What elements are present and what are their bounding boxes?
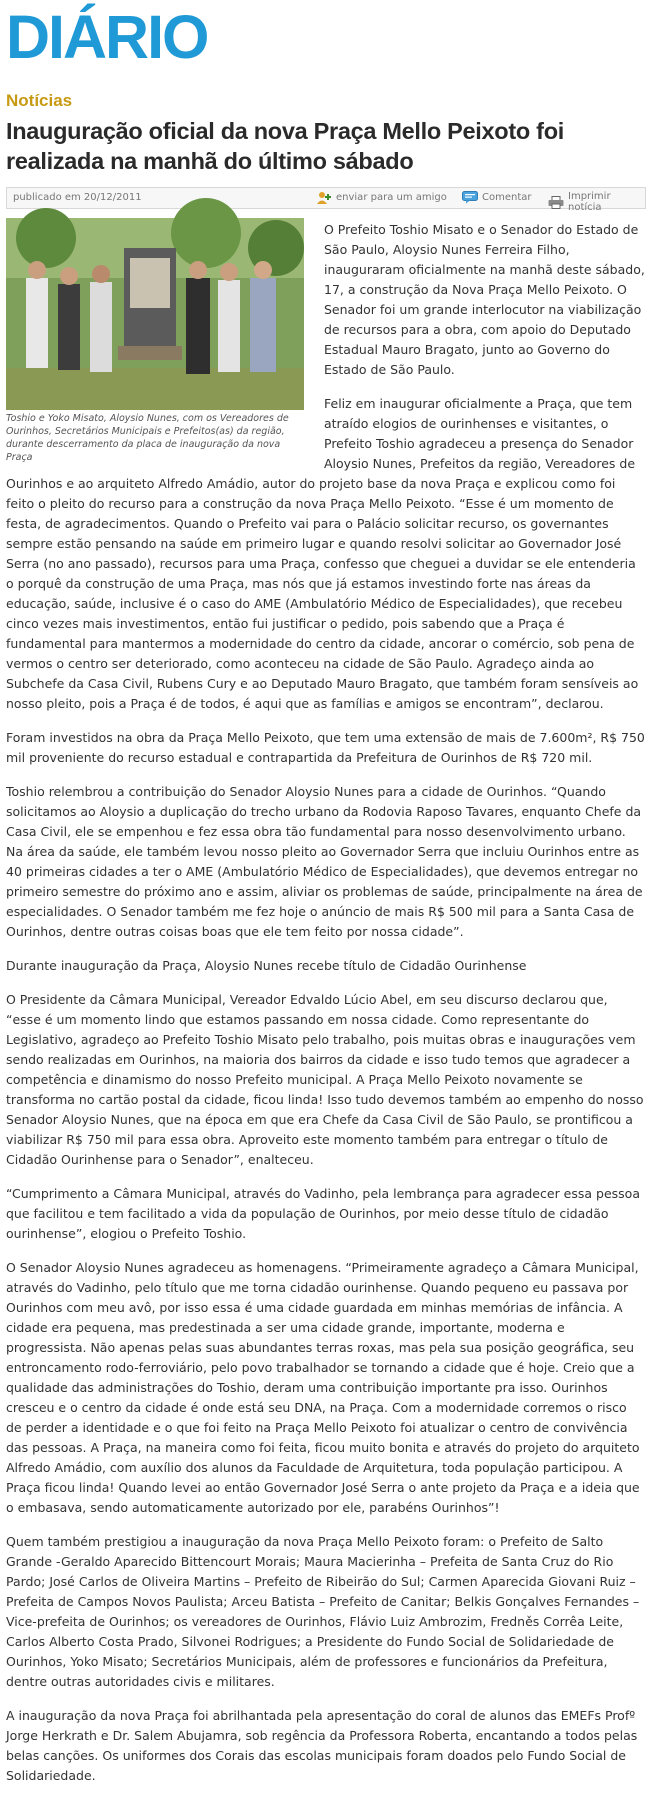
article-subheading: Durante inauguração da Praça, Aloysio Nunes recebe título de Cidadão Ourinhense bbox=[6, 958, 527, 973]
article-paragraph: Quem também prestigiou a inauguração da nova Praça Mello Peixoto foram: o Prefeito de Salto Grande -Geraldo Aparecido Bittencourt Morais; Maura Macierinha – Prefeita de Santa Cruz do Rio Pardo; José Carlos de Oliveira Martins – Prefeito de Ribeirão do Sul; Carmen Aparecida Giovani Ruiz – Prefeita de Campos Novos Paulista; Arceu Batista – Prefeito de Canitar; Belkis Gonçalves Fernandes – Vice-prefeita de Ourinhos; os vereadores de Ourinhos, Flávio Luiz Ambrozim, Fredněs Corrêa Leite, Carlos Alberto Costa Prado, Silvonei Rodrigues; a Presidente do Fundo Social de Solidariedade de Ourinhos, Yoko Misato; Secretários Municipais, além de professores e funcionários da Prefeitura, dentre outras autoridades civis e militares. bbox=[6, 1534, 640, 1689]
article-paragraph: Foram investidos na obra da Praça Mello Peixoto, que tem uma extensão de mais de 7.600m², R$ 750 mil proveniente do recurso estadual e contrapartida da Prefeitura de Ourinhos de R$ 720 mil. bbox=[6, 730, 645, 765]
article-paragraph: Toshio relembrou a contribuição do Senador Aloysio Nunes para a cidade de Ourinhos. “Quando solicitamos ao Aloysio a duplicação do trecho urbano da Rodovia Raposo Tavares, enquanto Chefe da Casa Civil, ele se empenhou e fez essa obra tão fundamental para nosso desenvolvimento urbano. Na área da saúde, ele também levou nosso pleito ao Governador Serra que incluiu Ourinhos entre as 40 primeiras cidades a ter o AME (Ambulatório Médico de Especialidades), que devemos entregar no primeiro semestre do próximo ano e assim, aliviar os problemas de saúde, principalmente na área de especialidades. O Senador também me fez hoje o anúncio de mais R$ 500 mil para a Santa Casa de Ourinhos, dentre outras coisas boas que ele tem feito por nossa cidade”. bbox=[6, 784, 643, 939]
comment-icon bbox=[462, 191, 478, 204]
article-paragraph: O Prefeito Toshio Misato e o Senador do Estado de São Paulo, Aloysio Nunes Ferreira Filho, inauguraram oficialmente na manhã deste sábado, 17, a construção da Nova Praça Mello Peixoto. O Senador foi um grande interlocutor na viabilização de recursos para a obra, com apoio do Deputado Estadual Mauro Bragato, junto ao Governo do Estado de São Paulo. bbox=[324, 222, 645, 377]
article-photo[interactable] bbox=[6, 218, 304, 410]
article-paragraph: O Senador Aloysio Nunes agradeceu as homenagens. “Primeiramente agradeço a Câmara Municipal, através do Vadinho, pelo título que me torna cidadão ourinhense. Quando pequeno eu passava por Ourinhos com meu avô, por isso essa é uma cidade guardada em minhas memórias de infância. A cidade era pequena, mas predestinada a ser uma cidade grande, importante, moderna e progressista. Não apenas pelas suas abundantes terras roxas, mas pela sua posição geográfica, seu entroncamento rodo-ferroviário, pelo povo trabalhador se tornando a cidade que é hoje. Creio que a qualidade das administrações do Toshio, deram uma contribuição importante pra isso. Ourinhos cresceu e o centro da cidade é onde está seu DNA, na Praça. Com a modernidade corremos o risco de perder a identidade e o que foi feito na Praça Mello Peixoto foi atualizar o centro de convivência das pessoas. A Praça, na maneira como foi feita, ficou muito bonita e através do projeto do arquiteto Alfredo Amádio, com auxílio dos alunos da Faculdade de Arquitetura, toda população participou. A Praça ficou linda! Quando levei ao então Governador José Serra o ante projeto da Praça e a ideia que o embasava, sendo automaticamente autorizado por ele, parabéns Ourinhos”! bbox=[6, 1260, 640, 1515]
article-toolbar bbox=[6, 187, 646, 213]
print-label: Imprimir notícia bbox=[568, 191, 611, 213]
add-user-icon bbox=[316, 191, 332, 204]
photo-caption: Toshio e Yoko Misato, Aloysio Nunes, com os Vereadores de Ourinhos, Secretários Municipais e Prefeitos(as) da região, durante descerramento da placa de inauguração da nova Praça bbox=[6, 413, 289, 463]
comment-label: Comentar bbox=[482, 192, 532, 203]
article-title: Inauguração oficial da nova Praça Mello Peixoto foi realizada na manhã do último sábado bbox=[6, 118, 564, 174]
comment-button[interactable] bbox=[462, 191, 532, 204]
send-friend-label: enviar para um amigo bbox=[336, 192, 447, 203]
print-button[interactable] bbox=[548, 191, 645, 213]
send-friend-button[interactable] bbox=[316, 191, 447, 204]
section-label[interactable]: Notícias bbox=[6, 91, 73, 110]
article-paragraph: Feliz em inaugurar oficialmente a Praça, que tem atraído elogios de ourinhenses e visitantes, o Prefeito Toshio agradeceu a presença do Senador Aloysio Nunes, Prefeitos da região, Vereadores de Ourinhos e ao arquiteto Alfredo Amádio, autor do projeto base da nova Praça e explicou como foi feito o pleito do recurso para a construção da nova Praça Mello Peixoto. “Esse é um momento de festa, de agradecimentos. Quando o Prefeito vai para o Palácio solicitar recurso, os governantes sempre estão pensando na saúde em primeiro lugar e quando resolvi solicitar ao Governador José Serra (no ano passado), recursos para uma Praça, confesso que cheguei a duvidar se ele entenderia o porquê da construção de uma Praça, mas nós que já estamos investindo forte nas áreas da educação, saúde, inclusive é o caso do AME (Ambulatório Médico de Especialidades), que recebeu cinco vezes mais investimentos, então fui justificar o pedido, pois sabendo que a Praça é fundamental para mantermos a modernidade do centro da cidade, ancorar o comércio, sob pena de vermos o centro ser deteriorado, como aconteceu na cidade de São Paulo. Agradeço ainda ao Subchefe da Casa Civil, Rubens Cury e ao Deputado Mauro Bragato, que também foram sensíveis ao nosso pleito, pois a Praça é de todos, é aqui que as famílias e amigos se encontram”, declarou. bbox=[6, 396, 639, 711]
article-paragraph: O Presidente da Câmara Municipal, Vereador Edvaldo Lúcio Abel, em seu discurso declarou que, “esse é um momento lindo que estamos passando em nossa cidade. Como representante do Legislativo, agradeço ao Prefeito Toshio Misato pelo trabalho, pois muitas obras e inaugurações vem sendo realizadas em Ourinhos, na maioria dos bairros da cidade e isso tudo temos que agradecer a competência e dinamismo do nosso Prefeito municipal. A Praça Mello Peixoto novamente se transforma no cartão postal da cidade, ficou linda! Isso tudo devemos também ao empenho do nosso Senador Aloysio Nunes, que na época em que era Chefe da Casa Civil de São Paulo, se prontificou a viabilizar R$ 750 mil para essa obra. Aproveito este momento também para entregar o título de Cidadão Ourinhense para o Senador”, enalteceu. bbox=[6, 992, 644, 1167]
inauguration-photo bbox=[6, 218, 304, 410]
published-date: publicado em 20/12/2011 bbox=[13, 192, 142, 203]
article-paragraph: “Cumprimento a Câmara Municipal, através do Vadinho, pela lembrança para agradecer essa pessoa que facilitou e tem facilitado a vida da população de Ourinhos, por meio desse título de cidadão ourinhense”, elogiou o Prefeito Toshio. bbox=[6, 1186, 640, 1241]
printer-icon bbox=[548, 196, 564, 209]
site-logo[interactable]: DIÁRIO bbox=[6, 3, 208, 71]
article-paragraph: A inauguração da nova Praça foi abrilhantada pela apresentação do coral de alunos das EMEFs Profº Jorge Herkrath e Dr. Salem Abujamra, sob regência da Professora Roberta, encantando a todos pelas belas canções. Os uniformes dos Corais das escolas municipais foram doados pelo Fundo Social de Solidariedade. bbox=[6, 1708, 638, 1783]
